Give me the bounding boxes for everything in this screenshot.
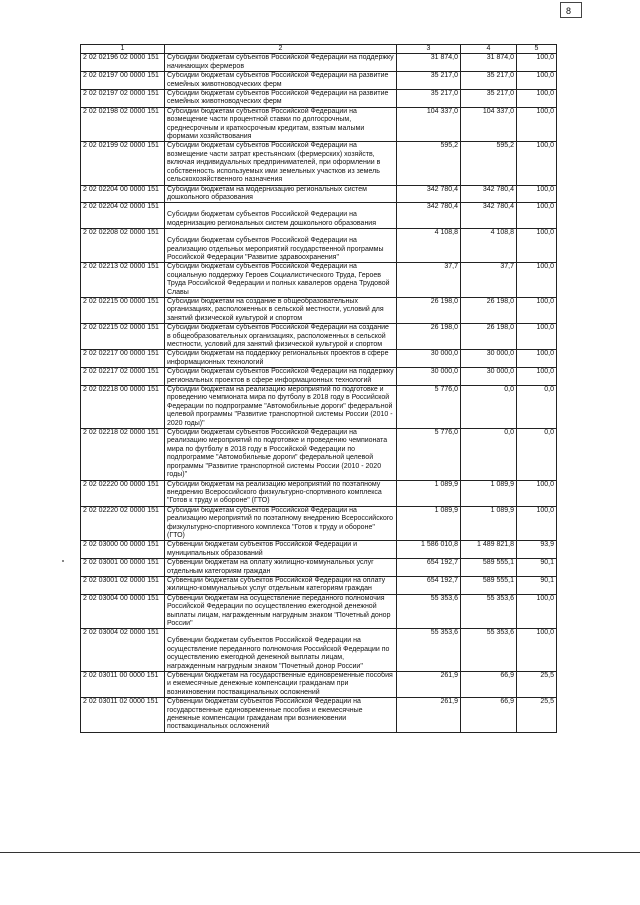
percent-cell	[517, 594, 557, 629]
planned-amount-cell-text: 104 337,0	[426, 107, 458, 115]
description-cell	[165, 263, 397, 298]
percent-cell	[517, 142, 557, 185]
budget-code-cell-text: 2 02 02215 02 0000 151	[83, 324, 159, 332]
description-cell-text: Субвенции бюджетам на осуществление переданного полномочия Российской Федерации по осуществлению ежегодной денежной выплаты лицам, награжденным нагрудным знаком "Почетный донор России"	[167, 594, 391, 627]
column-header: 3	[397, 45, 461, 54]
actual-amount-cell-text: 589 555,1	[482, 576, 514, 584]
table-row	[81, 386, 557, 429]
percent-cell-text: 0,0	[544, 386, 554, 394]
actual-amount-cell-text: 55 353,6	[486, 594, 514, 602]
planned-amount-cell	[397, 350, 461, 368]
actual-amount-cell-text: 589 555,1	[482, 559, 514, 567]
budget-code-cell	[81, 506, 165, 541]
planned-amount-cell	[397, 54, 461, 72]
bottom-rule	[0, 852, 640, 853]
budget-code-cell-text: 2 02 02197 00 0000 151	[83, 72, 159, 80]
planned-amount-cell-text: 35 217,0	[430, 90, 458, 98]
actual-amount-cell-text: 1 089,9	[490, 480, 514, 488]
budget-code-cell	[81, 350, 165, 368]
planned-amount-cell-text: 35 217,0	[430, 72, 458, 80]
percent-cell-text: 93,9	[540, 541, 554, 549]
description-cell-text: Субвенции бюджетам на государственные единовременные пособия и ежемесячные денежные компенсации гражданам при возникновении поствакцинальных осложнений	[167, 672, 393, 696]
description-cell	[165, 203, 397, 229]
table-row	[81, 297, 557, 323]
actual-amount-cell	[461, 54, 517, 72]
percent-cell	[517, 576, 557, 594]
actual-amount-cell	[461, 203, 517, 229]
budget-code-cell-text: 2 02 03011 00 0000 151	[83, 672, 159, 680]
actual-amount-cell	[461, 541, 517, 559]
percent-cell	[517, 185, 557, 203]
table-row	[81, 429, 557, 480]
planned-amount-cell-text: 55 353,6	[430, 594, 458, 602]
description-cell-text: Субсидии бюджетам субъектов Российской Федерации на создание в общеобразовательных организациях, расположенных в сельской местности, условий для занятий физической культурой и спортом	[167, 324, 389, 348]
actual-amount-cell-text: 55 353,6	[486, 629, 514, 637]
actual-amount-cell	[461, 386, 517, 429]
actual-amount-cell-text: 35 217,0	[486, 72, 514, 80]
budget-code-cell	[81, 263, 165, 298]
actual-amount-cell	[461, 368, 517, 386]
description-cell-text: Субсидии бюджетам субъектов Российской Федерации на развитие семейных животноводческих ферм	[167, 72, 389, 88]
scan-mark	[62, 560, 64, 562]
description-cell-text: Субсидии бюджетам субъектов Российской Федерации на поддержку региональных проектов в сфере информационных технологий	[167, 368, 394, 384]
budget-code-cell	[81, 576, 165, 594]
actual-amount-cell	[461, 629, 517, 672]
table-row	[81, 368, 557, 386]
planned-amount-cell	[397, 576, 461, 594]
planned-amount-cell	[397, 263, 461, 298]
actual-amount-cell	[461, 263, 517, 298]
planned-amount-cell	[397, 541, 461, 559]
actual-amount-cell-text: 31 874,0	[486, 54, 514, 62]
budget-code-cell	[81, 429, 165, 480]
description-cell-text: Субвенции бюджетам на оплату жилищно-коммунальных услуг отдельным категориям граждан	[167, 559, 374, 575]
budget-code-cell	[81, 386, 165, 429]
budget-code-cell	[81, 72, 165, 90]
table-row	[81, 107, 557, 142]
budget-code-cell-text: 2 02 02220 02 0000 151	[83, 506, 159, 514]
budget-code-cell-text: 2 02 02218 00 0000 151	[83, 386, 159, 394]
budget-code-cell-text: 2 02 02204 02 0000 151	[83, 203, 159, 211]
budget-code-cell	[81, 629, 165, 672]
description-cell-text: Субсидии бюджетам субъектов Российской Федерации на модернизацию региональных систем дошкольного образования	[167, 211, 377, 227]
table-row	[81, 229, 557, 263]
percent-cell	[517, 229, 557, 263]
budget-code-cell	[81, 185, 165, 203]
description-cell	[165, 54, 397, 72]
budget-code-cell-text: 2 02 03001 02 0000 151	[83, 576, 159, 584]
description-cell	[165, 72, 397, 90]
planned-amount-cell	[397, 672, 461, 698]
percent-cell-text: 25,5	[540, 698, 554, 706]
description-cell	[165, 559, 397, 577]
description-cell	[165, 90, 397, 108]
planned-amount-cell-text: 5 776,0	[434, 386, 458, 394]
description-cell-text: Субсидии бюджетам субъектов Российской Федерации на возмещение части затрат крестьянских (фермерских) хозяйств, включая индивидуальных предпринимателей, при оформлении в собственность используемых ими земельных участков из земель сельскохозяйственного назначения	[167, 142, 381, 184]
percent-cell-text: 100,0	[536, 297, 554, 305]
percent-cell	[517, 297, 557, 323]
table-row	[81, 350, 557, 368]
planned-amount-cell	[397, 698, 461, 733]
actual-amount-cell-text: 104 337,0	[482, 107, 514, 115]
budget-code-cell	[81, 698, 165, 733]
description-cell	[165, 480, 397, 506]
planned-amount-cell-text: 261,9	[440, 672, 458, 680]
percent-cell-text: 100,0	[536, 107, 554, 115]
description-cell	[165, 368, 397, 386]
percent-cell-text: 100,0	[536, 203, 554, 211]
description-cell	[165, 429, 397, 480]
description-cell-text: Субсидии бюджетам на поддержку региональных проектов в сфере информационных технологий	[167, 350, 389, 366]
table-row	[81, 594, 557, 629]
table-row	[81, 480, 557, 506]
budget-code-cell-text: 2 02 02196 02 0000 151	[83, 54, 159, 62]
planned-amount-cell-text: 55 353,6	[430, 629, 458, 637]
percent-cell	[517, 350, 557, 368]
planned-amount-cell	[397, 185, 461, 203]
actual-amount-cell-text: 595,2	[496, 142, 514, 150]
description-cell-text: Субсидии бюджетам на реализацию мероприятий по поэтапному внедрению Всероссийского физкультурно-спортивного комплекса "Готов к труду и обороне" (ГТО)	[167, 480, 382, 505]
actual-amount-cell-text: 0,0	[504, 386, 514, 394]
description-cell-text: Субвенции бюджетам субъектов Российской Федерации и муниципальных образований	[167, 541, 358, 557]
actual-amount-cell-text: 66,9	[500, 698, 514, 706]
planned-amount-cell-text: 342 780,4	[426, 185, 458, 193]
percent-cell	[517, 429, 557, 480]
planned-amount-cell	[397, 90, 461, 108]
planned-amount-cell	[397, 297, 461, 323]
budget-code-cell	[81, 541, 165, 559]
planned-amount-cell-text: 261,9	[440, 698, 458, 706]
planned-amount-cell	[397, 429, 461, 480]
table-row	[81, 672, 557, 698]
description-cell	[165, 297, 397, 323]
planned-amount-cell-text: 654 192,7	[426, 559, 458, 567]
percent-cell-text: 100,0	[536, 506, 554, 514]
column-header: 5	[517, 45, 557, 54]
table-row	[81, 559, 557, 577]
actual-amount-cell-text: 30 000,0	[486, 368, 514, 376]
description-cell	[165, 594, 397, 629]
budget-code-cell-text: 2 02 03011 02 0000 151	[83, 698, 159, 706]
actual-amount-cell-text: 4 108,8	[490, 229, 514, 237]
actual-amount-cell-text: 0,0	[504, 429, 514, 437]
planned-amount-cell	[397, 107, 461, 142]
actual-amount-cell-text: 35 217,0	[486, 90, 514, 98]
description-cell	[165, 142, 397, 185]
table-row	[81, 698, 557, 733]
actual-amount-cell-text: 26 198,0	[486, 297, 514, 305]
description-cell	[165, 107, 397, 142]
planned-amount-cell-text: 37,7	[444, 263, 458, 271]
percent-cell	[517, 386, 557, 429]
percent-cell-text: 100,0	[536, 263, 554, 271]
description-cell	[165, 576, 397, 594]
planned-amount-cell-text: 26 198,0	[430, 297, 458, 305]
table-row	[81, 541, 557, 559]
planned-amount-cell	[397, 594, 461, 629]
budget-code-cell-text: 2 02 02213 02 0000 151	[83, 263, 159, 271]
budget-code-cell	[81, 324, 165, 350]
actual-amount-cell	[461, 698, 517, 733]
budget-code-cell-text: 2 02 02218 02 0000 151	[83, 429, 159, 437]
description-cell	[165, 185, 397, 203]
planned-amount-cell-text: 26 198,0	[430, 324, 458, 332]
budget-code-cell-text: 2 02 02197 02 0000 151	[83, 90, 159, 98]
table-row	[81, 142, 557, 185]
planned-amount-cell	[397, 506, 461, 541]
actual-amount-cell-text: 37,7	[500, 263, 514, 271]
description-cell-text: Субсидии бюджетам субъектов Российской Федерации на реализацию отдельных мероприятий государственной программы Российской Федерации "Развитие здравоохранения"	[167, 237, 384, 261]
actual-amount-cell	[461, 594, 517, 629]
budget-code-cell	[81, 297, 165, 323]
column-header: 4	[461, 45, 517, 54]
actual-amount-cell	[461, 350, 517, 368]
actual-amount-cell	[461, 480, 517, 506]
percent-cell	[517, 559, 557, 577]
table-header-row	[81, 45, 557, 54]
percent-cell	[517, 90, 557, 108]
percent-cell	[517, 480, 557, 506]
budget-code-cell-text: 2 02 02208 02 0000 151	[83, 229, 159, 237]
table-row	[81, 576, 557, 594]
percent-cell-text: 0,0	[544, 429, 554, 437]
budget-code-cell	[81, 594, 165, 629]
percent-cell	[517, 203, 557, 229]
description-cell	[165, 541, 397, 559]
percent-cell	[517, 72, 557, 90]
planned-amount-cell-text: 30 000,0	[430, 368, 458, 376]
percent-cell-text: 100,0	[536, 72, 554, 80]
actual-amount-cell	[461, 185, 517, 203]
actual-amount-cell-text: 1 489 821,8	[477, 541, 514, 549]
percent-cell-text: 25,5	[540, 672, 554, 680]
planned-amount-cell	[397, 629, 461, 672]
actual-amount-cell-text: 342 780,4	[482, 203, 514, 211]
budget-code-cell-text: 2 02 02199 02 0000 151	[83, 142, 159, 150]
actual-amount-cell-text: 26 198,0	[486, 324, 514, 332]
budget-code-cell-text: 2 02 03004 00 0000 151	[83, 594, 159, 602]
percent-cell-text: 100,0	[536, 368, 554, 376]
planned-amount-cell	[397, 72, 461, 90]
description-cell	[165, 324, 397, 350]
percent-cell	[517, 541, 557, 559]
description-cell-text: Субвенции бюджетам субъектов Российской Федерации на государственные единовременные пособия и ежемесячные денежные компенсации гражданам при возникновении поствакцинальных осложнений	[167, 698, 363, 731]
actual-amount-cell	[461, 429, 517, 480]
percent-cell-text: 100,0	[536, 480, 554, 488]
budget-code-cell-text: 2 02 02198 02 0000 151	[83, 107, 159, 115]
description-cell	[165, 229, 397, 263]
description-cell	[165, 698, 397, 733]
description-cell-text: Субсидии бюджетам субъектов Российской Федерации на развитие семейных животноводческих ферм	[167, 90, 389, 106]
table-row	[81, 90, 557, 108]
column-header: 1	[81, 45, 165, 54]
table-row	[81, 324, 557, 350]
percent-cell	[517, 629, 557, 672]
percent-cell-text: 100,0	[536, 90, 554, 98]
budget-code-cell-text: 2 02 03004 02 0000 151	[83, 629, 159, 637]
actual-amount-cell-text: 1 089,9	[490, 506, 514, 514]
actual-amount-cell	[461, 107, 517, 142]
description-cell	[165, 672, 397, 698]
planned-amount-cell-text: 1 089,9	[434, 480, 458, 488]
actual-amount-cell	[461, 142, 517, 185]
budget-code-cell	[81, 203, 165, 229]
budget-code-cell-text: 2 02 02217 00 0000 151	[83, 350, 159, 358]
planned-amount-cell-text: 4 108,8	[434, 229, 458, 237]
planned-amount-cell-text: 31 874,0	[430, 54, 458, 62]
budget-code-cell	[81, 142, 165, 185]
planned-amount-cell	[397, 368, 461, 386]
planned-amount-cell	[397, 559, 461, 577]
budget-code-cell	[81, 90, 165, 108]
description-cell	[165, 629, 397, 672]
description-cell-text: Субсидии бюджетам субъектов Российской Федерации на поддержку начинающих фермеров	[167, 54, 394, 70]
planned-amount-cell-text: 342 780,4	[426, 203, 458, 211]
planned-amount-cell-text: 5 776,0	[434, 429, 458, 437]
budget-code-cell	[81, 559, 165, 577]
planned-amount-cell-text: 654 192,7	[426, 576, 458, 584]
planned-amount-cell-text: 1 089,9	[434, 506, 458, 514]
planned-amount-cell-text: 1 586 010,8	[421, 541, 458, 549]
percent-cell	[517, 54, 557, 72]
percent-cell	[517, 263, 557, 298]
table-row	[81, 54, 557, 72]
percent-cell	[517, 107, 557, 142]
actual-amount-cell-text: 66,9	[500, 672, 514, 680]
actual-amount-cell	[461, 576, 517, 594]
description-cell-text: Субсидии бюджетам субъектов Российской Федерации на реализацию мероприятий по поэтапному внедрению Всероссийского физкультурно-спортивного комплекса "Готов к труду и обороне" (ГТО)	[167, 506, 394, 539]
table-row	[81, 203, 557, 229]
table-row	[81, 185, 557, 203]
budget-code-cell-text: 2 02 02220 00 0000 151	[83, 480, 159, 488]
budget-code-cell	[81, 229, 165, 263]
description-cell	[165, 506, 397, 541]
actual-amount-cell	[461, 297, 517, 323]
percent-cell-text: 90,1	[540, 576, 554, 584]
actual-amount-cell	[461, 559, 517, 577]
actual-amount-cell	[461, 72, 517, 90]
budget-code-cell	[81, 107, 165, 142]
budget-code-cell	[81, 672, 165, 698]
description-cell-text: Субсидии бюджетам субъектов Российской Федерации на возмещение части процентной ставки по долгосрочным, среднесрочным и краткосрочным кредитам, взятым малыми формами хозяйствования	[167, 107, 365, 141]
percent-cell	[517, 506, 557, 541]
actual-amount-cell	[461, 229, 517, 263]
actual-amount-cell	[461, 90, 517, 108]
actual-amount-cell	[461, 672, 517, 698]
description-cell	[165, 350, 397, 368]
percent-cell-text: 100,0	[536, 350, 554, 358]
budget-code-cell	[81, 54, 165, 72]
percent-cell-text: 100,0	[536, 54, 554, 62]
table-row	[81, 506, 557, 541]
table-row	[81, 629, 557, 672]
description-cell-text: Субсидии бюджетам на создание в общеобразовательных организациях, расположенных в сельской местности, условий для занятий физической культурой и спортом	[167, 297, 384, 322]
planned-amount-cell	[397, 386, 461, 429]
description-cell-text: Субвенции бюджетам субъектов Российской Федерации на осуществление переданного полномочия Российской Федерации по осуществлению ежегодной денежной выплаты лицам, награжденным нагрудным знаком "Почетный донор России"	[167, 637, 390, 670]
column-header: 2	[165, 45, 397, 54]
description-cell-text: Субсидии бюджетам субъектов Российской Федерации на социальную поддержку Героев Социалистического Труда, Героев Труда Российской Федерации и полных кавалеров ордена Трудовой Славы	[167, 263, 390, 296]
budget-code-cell-text: 2 02 03001 00 0000 151	[83, 559, 159, 567]
percent-cell-text: 100,0	[536, 142, 554, 150]
actual-amount-cell-text: 342 780,4	[482, 185, 514, 193]
percent-cell	[517, 698, 557, 733]
planned-amount-cell	[397, 203, 461, 229]
planned-amount-cell	[397, 142, 461, 185]
description-cell-text: Субсидии бюджетам на модернизацию региональных систем дошкольного образования	[167, 185, 367, 201]
percent-cell	[517, 324, 557, 350]
table-row	[81, 72, 557, 90]
budget-code-cell-text: 2 02 02217 02 0000 151	[83, 368, 159, 376]
planned-amount-cell	[397, 229, 461, 263]
planned-amount-cell	[397, 324, 461, 350]
budget-code-cell-text: 2 02 02204 00 0000 151	[83, 185, 159, 193]
budget-table	[80, 44, 557, 733]
planned-amount-cell	[397, 480, 461, 506]
percent-cell-text: 100,0	[536, 629, 554, 637]
percent-cell-text: 90,1	[540, 559, 554, 567]
percent-cell	[517, 672, 557, 698]
actual-amount-cell-text: 30 000,0	[486, 350, 514, 358]
budget-code-cell	[81, 480, 165, 506]
description-cell-text: Субвенции бюджетам субъектов Российской Федерации на оплату жилищно-коммунальных услуг отдельным категориям граждан	[167, 576, 386, 593]
page-number: 8	[566, 6, 572, 16]
percent-cell-text: 100,0	[536, 185, 554, 193]
actual-amount-cell	[461, 506, 517, 541]
description-cell	[165, 386, 397, 429]
table-row	[81, 263, 557, 298]
percent-cell	[517, 368, 557, 386]
budget-code-cell-text: 2 02 02215 00 0000 151	[83, 297, 159, 305]
actual-amount-cell	[461, 324, 517, 350]
budget-code-cell	[81, 368, 165, 386]
percent-cell-text: 100,0	[536, 229, 554, 237]
percent-cell-text: 100,0	[536, 594, 554, 602]
percent-cell-text: 100,0	[536, 324, 554, 332]
planned-amount-cell-text: 30 000,0	[430, 350, 458, 358]
description-cell-text: Субсидии бюджетам субъектов Российской Федерации на реализацию мероприятий по подготовке и проведению чемпионата мира по футболу в 2018 году в Российской Федерации по подпрограмме "Автомобильные дороги" федеральной целевой программы "Развитие транспортной системы России (2010 - 2020 годы)"	[167, 429, 388, 479]
planned-amount-cell-text: 595,2	[440, 142, 458, 150]
budget-code-cell-text: 2 02 03000 00 0000 151	[83, 541, 159, 549]
description-cell-text: Субсидии бюджетам на реализацию мероприятий по подготовке и проведению чемпионата мира по футболу в 2018 году в Российской Федерации по подпрограмме "Автомобильные дороги" федеральной целевой программы "Развитие транспортной системы России (2010 - 2020 годы)"	[167, 386, 393, 427]
